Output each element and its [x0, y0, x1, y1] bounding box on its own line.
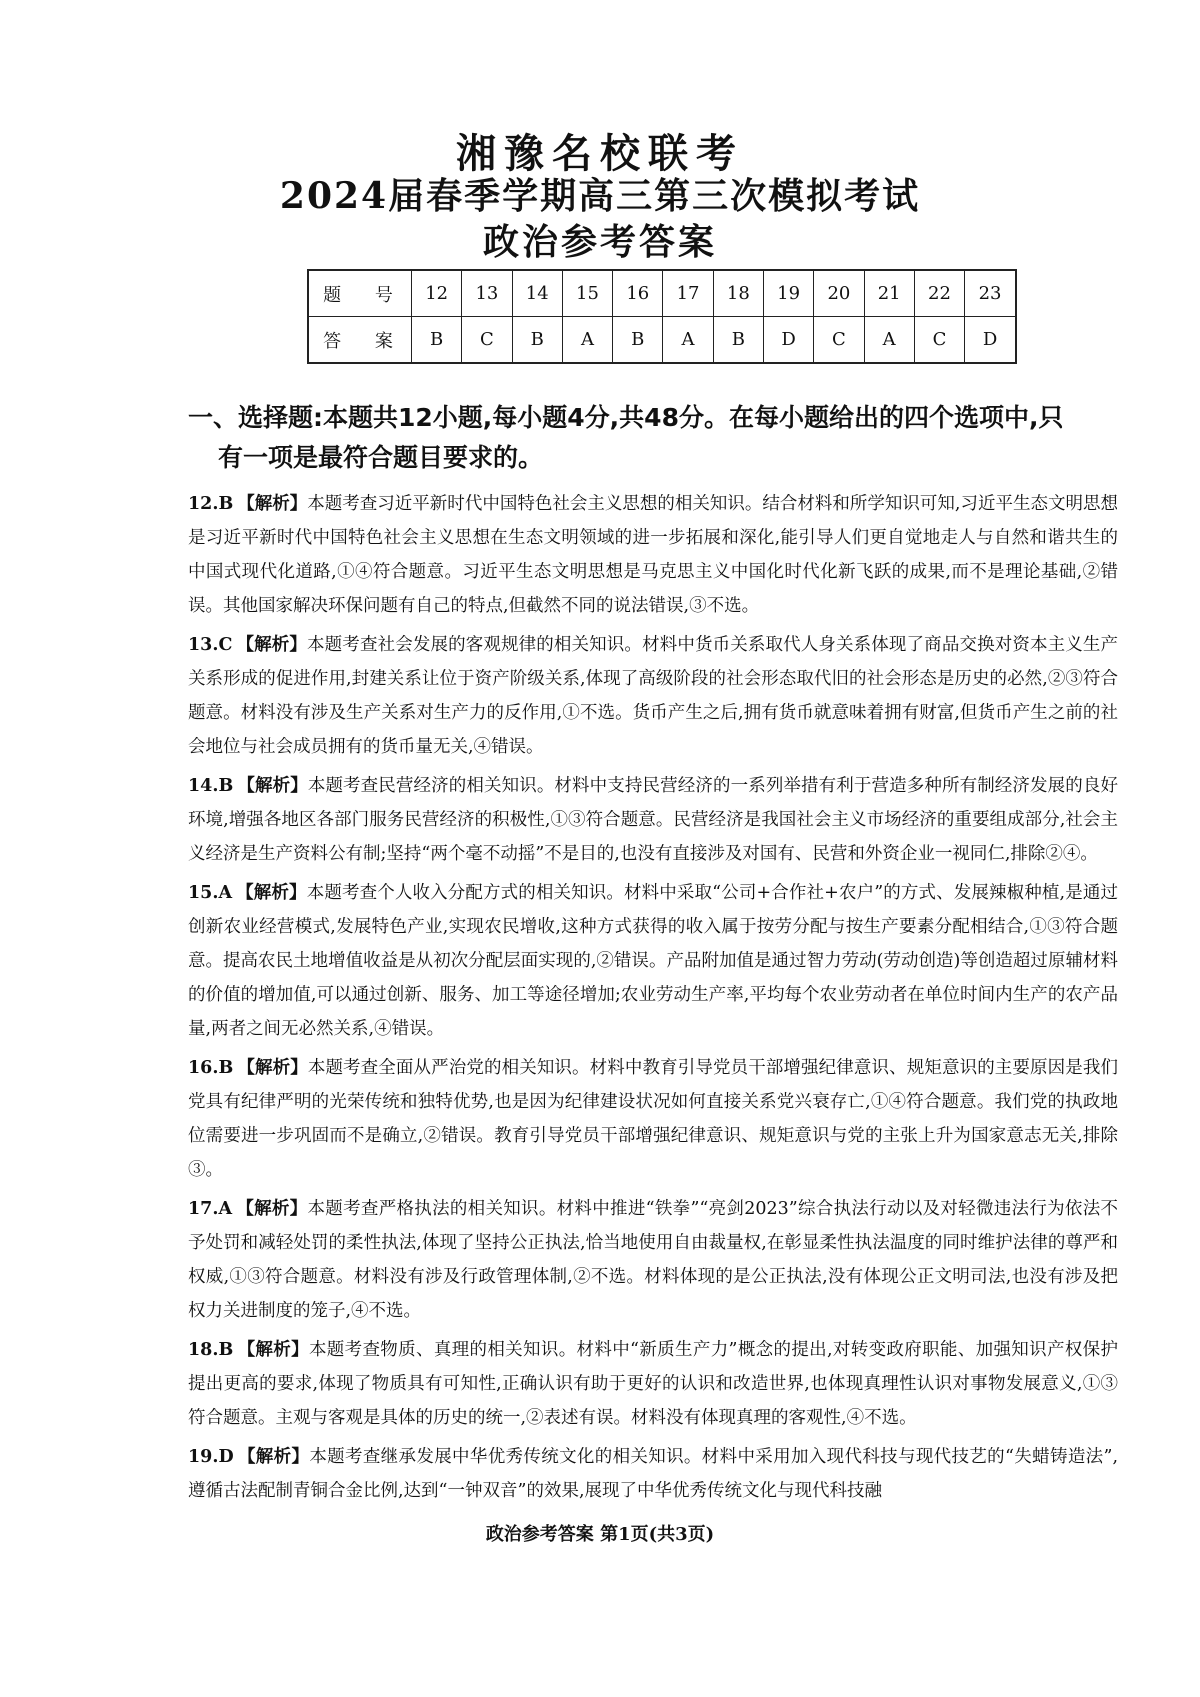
item-text: 本题考查物质、真理的相关知识。材料中“新质生产力”概念的提出,对转变政府职能、加强知识产权保护提出更高的要求,体现了物质具有可知性,正确认识有助于更好的认识和改造世界,也体现真理性认识对事物发展意义,①③符合题意。主观与客观是具体的历史的统一,②表述有误。材料没有体现真理的客观性,④不选。: [188, 1340, 1119, 1428]
question-number: 23: [965, 270, 1016, 317]
answer-cell: A: [864, 317, 914, 364]
section-heading-line1: 一、选择题:本题共12小题,每小题4分,共48分。在每小题给出的四个选项中,只: [188, 403, 1064, 432]
explanation-item: [188, 1333, 1118, 1435]
item-text: 本题考查社会发展的客观规律的相关知识。材料中货币关系取代人身关系体现了商品交换对资本主义生产关系形成的促进作用,封建关系让位于资产阶级关系,体现了高级阶段的社会形态取代旧的社会形态是历史的必然,②③符合题意。材料没有涉及生产关系对生产力的反作用,①不选。货币产生之后,拥有货币就意味着拥有财富,但货币产生之前的社会地位与社会成员拥有的货币量无关,④错误。: [188, 635, 1119, 757]
question-number: 12: [412, 270, 462, 317]
section-heading-line2: 有一项是最符合题目要求的。: [218, 443, 544, 472]
analysis-tag: 【解析】: [236, 1199, 308, 1219]
document-title-line2: 2024届春季学期高三第三次模拟考试: [279, 175, 921, 217]
item-number: 18.B: [188, 1340, 234, 1360]
analysis-tag: 【解析】: [237, 776, 308, 796]
answer-cell: B: [512, 317, 562, 364]
item-text: 本题考查继承发展中华优秀传统文化的相关知识。材料中采用加入现代科技与现代技艺的“失蜡铸造法”,遵循古法配制青铜合金比例,达到“一钟双音”的效果,展现了中华优秀传统文化与现代科技融: [188, 1447, 1119, 1501]
question-number: 21: [864, 270, 914, 317]
question-number: 19: [763, 270, 813, 317]
item-number: 17.A: [188, 1199, 233, 1219]
explanation-item: [188, 487, 1118, 623]
question-number: 22: [914, 270, 964, 317]
item-number: 15.A: [188, 883, 233, 903]
item-text: 本题考查严格执法的相关知识。材料中推进“铁拳”“亮剑2023”综合执法行动以及对轻微违法行为依法不予处罚和减轻处罚的柔性执法,体现了坚持公正执法,恰当地使用自由裁量权,在彰显柔性执法温度的同时维护法律的尊严和权威,①③符合题意。材料没有涉及行政管理体制,②不选。材料体现的是公正执法,没有体现公正文明司法,也没有涉及把权力关进制度的笼子,④不选。: [188, 1199, 1119, 1321]
item-number: 14.B: [188, 776, 234, 796]
answer-cell: B: [613, 317, 663, 364]
question-number: 18: [713, 270, 763, 317]
item-text: 本题考查习近平新时代中国特色社会主义思想的相关知识。结合材料和所学知识可知,习近平生态文明思想是习近平新时代中国特色社会主义思想在生态文明领域的进一步拓展和深化,能引导人们更自觉地走人与自然和谐共生的中国式现代化道路,①④符合题意。习近平生态文明思想是马克思主义中国化时代化新飞跃的成果,而不是理论基础,②错误。其他国家解决环保问题有自己的特点,但截然不同的说法错误,③不选。: [188, 494, 1119, 616]
answer-cell: A: [663, 317, 713, 364]
answer-cell: B: [412, 317, 462, 364]
analysis-tag: 【解析】: [237, 494, 308, 514]
question-number: 17: [663, 270, 713, 317]
item-text: 本题考查个人收入分配方式的相关知识。材料中采取“公司+合作社+农户”的方式、发展辣椒种植,是通过创新农业经营模式,发展特色产业,实现农民增收,这种方式获得的收入属于按劳分配与按生产要素分配相结合,①③符合题意。提高农民土地增值收益是从初次分配层面实现的,②错误。产品附加值是通过智力劳动(劳动创造)等创造超过原辅材料的价值的增加值,可以通过创新、服务、加工等途径增加;农业劳动生产率,平均每个农业劳动者在单位时间内生产的农产品量,两者之间无必然关系,④错误。: [188, 883, 1119, 1039]
answer-cell: D: [965, 317, 1016, 364]
analysis-tag: 【解析】: [237, 1447, 310, 1467]
explanation-item: [188, 769, 1118, 871]
question-number: 13: [462, 270, 512, 317]
item-number: 12.B: [188, 494, 234, 514]
analysis-tag: 【解析】: [236, 635, 308, 655]
answer-cell: C: [814, 317, 864, 364]
page-footer: 政治参考答案 第1页(共3页): [485, 1524, 715, 1545]
item-number: 19.D: [188, 1447, 234, 1467]
item-text: 本题考查全面从严治党的相关知识。材料中教育引导党员干部增强纪律意识、规矩意识的主要原因是我们党具有纪律严明的光荣传统和独特优势,也是因为纪律建设状况如何直接关系党兴衰存亡,①④符合题意。我们党的执政地位需要进一步巩固而不是确立,②错误。教育引导党员干部增强纪律意识、规矩意识与党的主张上升为国家意志无关,排除③。: [188, 1058, 1118, 1180]
document-title-line3: 政治参考答案: [482, 221, 717, 263]
answer-table-answer-row: [308, 317, 1016, 364]
explanation-item: [188, 1051, 1118, 1187]
answer-cell: A: [562, 317, 612, 364]
analysis-tag: 【解析】: [237, 1340, 309, 1360]
item-text: 本题考查民营经济的相关知识。材料中支持民营经济的一系列举措有利于营造多种所有制经济发展的良好环境,增强各地区各部门服务民营经济的积极性,①③符合题意。民营经济是我国社会主义市场经济的重要组成部分,社会主义经济是生产资料公有制;坚持“两个毫不动摇”不是目的,也没有直接涉及对国有、民营和外资企业一视同仁,排除②④。: [188, 776, 1118, 864]
analysis-tag: 【解析】: [236, 883, 307, 903]
answer-cell: C: [462, 317, 512, 364]
answer-cell: B: [713, 317, 763, 364]
item-number: 16.B: [188, 1058, 234, 1078]
explanation-item: [188, 1192, 1118, 1328]
explanations-list: [188, 487, 1118, 1513]
question-number: 16: [613, 270, 663, 317]
answer-cell: C: [914, 317, 964, 364]
answer-cell: D: [763, 317, 813, 364]
question-number: 15: [562, 270, 612, 317]
section-heading: [188, 398, 1128, 478]
analysis-tag: 【解析】: [237, 1058, 308, 1078]
explanation-item: [188, 1440, 1118, 1508]
question-number: 14: [512, 270, 562, 317]
answer-table: [307, 269, 1017, 364]
answer-table-number-row: [308, 270, 1016, 317]
item-number: 13.C: [188, 635, 233, 655]
question-number: 20: [814, 270, 864, 317]
explanation-item: [188, 628, 1118, 764]
row-label-answer: 答 案: [308, 317, 412, 364]
document-title-line1: 湘豫名校联考: [456, 130, 744, 177]
row-label-number: 题 号: [308, 270, 412, 317]
explanation-item: [188, 876, 1118, 1046]
